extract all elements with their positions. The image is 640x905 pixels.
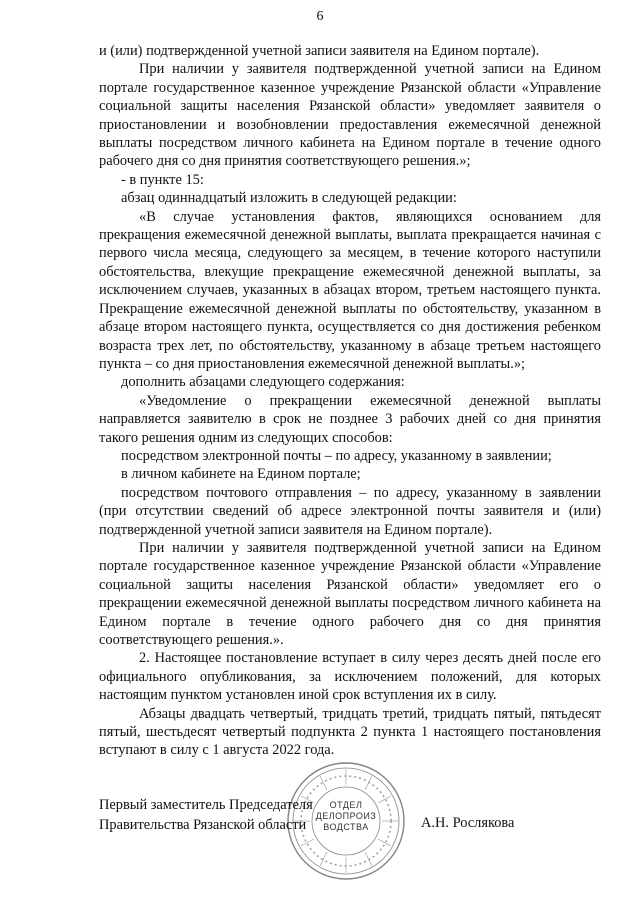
- signer-position-line-1: Первый заместитель Председателя: [99, 797, 313, 813]
- paragraph-email-method: посредством электронной почты – по адресу, указанному в заявлении;: [121, 447, 552, 464]
- paragraph-termination-facts: «В случае установления фактов, являющихся основанием для прекращения ежемесячной денежной выплаты, выплата прекращается начиная с первого числа месяца, следующего за месяцем, в течение которого наступили обстоятельства, влекущие прекращение ежемесячной денежной выплаты, за исключением случаев, указанных в абзацах втором, третьем настоящего пункта. Прекращение ежемесячной денежной выплаты по обстоятельству, указанном в абзаце втором настоящего пункта, осуществляется со дня достижения ребенком возраста трех лет, по обстоятельству, указанному в абзаце третьем настоящего пункта – со дня приостановления ежемесячной денежной выплаты.»;: [99, 208, 601, 372]
- paragraph-cabinet-method: в личном кабинете на Едином портале;: [121, 466, 361, 483]
- document-body: [99, 42, 601, 760]
- stamp-line-2: ДЕЛОПРОИЗ: [315, 811, 377, 821]
- paragraph-august-effective: Абзацы двадцать четвертый, тридцать третий, тридцать пятый, пятьдесят пятый, шестьдесят четвертый подпункта 2 пункта 1 настоящего постановления вступают в силу с 1 августа 2022 года.: [99, 705, 601, 759]
- signer-name: А.Н. Рослякова: [421, 815, 515, 831]
- paragraph-abzac-eleventh: абзац одиннадцатый изложить в следующей редакции:: [121, 190, 457, 207]
- paragraph-point-15: - в пункте 15:: [121, 171, 204, 188]
- signature-block: [99, 795, 609, 835]
- page-number: 6: [316, 9, 324, 24]
- stamp-line-3: ВОДСТВА: [323, 822, 369, 832]
- paragraph-continuation: и (или) подтвержденной учетной записи заявителя на Едином портале).: [99, 43, 540, 59]
- paragraph-supplement: дополнить абзацами следующего содержания:: [121, 374, 405, 391]
- paragraph-postal-method: посредством почтового отправления – по адресу, указанному в заявлении (при отсутствии сведений об адресе электронной почты заявителя и (или) подтвержденной учетной записи заявителя на Едином портале).: [99, 484, 601, 538]
- paragraph-entry-into-force: 2. Настоящее постановление вступает в силу через десять дней после его официального опубликования, за исключением положений, для которых настоящим пунктом установлен иной срок вступления их в силу.: [99, 650, 601, 704]
- stamp-line-1: ОТДЕЛ: [329, 800, 363, 810]
- paragraph-notification-termination: При наличии у заявителя подтвержденной учетной записи на Едином портале государственное казенное учреждение Рязанской области «Управление социальной защиты населения Рязанской области» уведомляет его о прекращении ежемесячной денежной выплаты посредством личного кабинета на Едином портале в течение одного рабочего дня со дня принятия соответствующего решения.».: [99, 539, 601, 648]
- signer-position-line-2: Правительства Рязанской области: [99, 817, 307, 833]
- paragraph-notification-suspension: При наличии у заявителя подтвержденной учетной записи на Едином портале государственное казенное учреждение Рязанской области «Управление социальной защиты населения Рязанской области» уведомляет заявителя о приостановлении и возобновлении предоставления ежемесячной денежной выплаты посредством личного кабинета на Едином портале в течение одного рабочего дня со дня принятия соответствующего решения.»;: [99, 61, 601, 170]
- paragraph-termination-notice: «Уведомление о прекращении ежемесячной денежной выплаты направляется заявителю в срок не позднее 3 рабочих дней со дня принятия такого решения одним из следующих способов:: [99, 392, 601, 446]
